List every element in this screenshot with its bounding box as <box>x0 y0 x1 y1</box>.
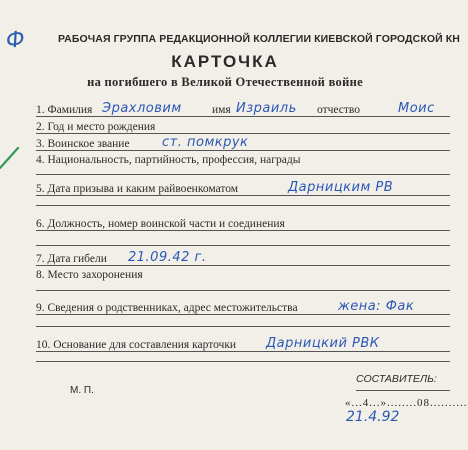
fill-line <box>36 150 450 151</box>
organization-header: РАБОЧАЯ ГРУППА РЕДАКЦИОННОЙ КОЛЛЕГИИ КИЕВСКОЙ ГОРОДСКОЙ КН <box>58 33 460 45</box>
field-nationality <box>36 152 450 168</box>
blank-line <box>36 361 450 362</box>
field-military-rank <box>36 136 450 152</box>
patronymic-value: Моис <box>398 101 435 116</box>
blank-line <box>36 326 450 327</box>
field-death-date <box>36 251 450 267</box>
fill-line <box>36 314 450 315</box>
fill-line <box>36 116 450 117</box>
field-label: 7. Дата гибели <box>36 253 107 265</box>
field-label: 1. Фамилия <box>36 104 93 116</box>
field-label: 9. Сведения о родственниках, адрес местожительства <box>36 302 298 314</box>
field-position-unit <box>36 216 450 232</box>
field-burial-place <box>36 267 450 283</box>
compiler-label: СОСТАВИТЕЛЬ: <box>356 373 437 385</box>
fill-line <box>36 351 450 352</box>
blank-line <box>36 245 450 246</box>
relatives-value: жена: Фак <box>338 299 415 314</box>
fill-line <box>36 265 450 266</box>
conscription-value: Дарницким РВ <box>288 180 394 195</box>
field-birth <box>36 119 450 135</box>
printed-date: «...4...»........08.......... <box>345 397 468 409</box>
field-label: 2. Год и место рождения <box>36 121 156 133</box>
death-date-value: 21.09.42 г. <box>128 250 207 265</box>
stamp-place-label: М. П. <box>70 385 94 396</box>
corner-handwritten-mark: Ф <box>4 26 27 55</box>
first-name-value: Израиль <box>236 101 297 116</box>
fill-line <box>36 133 450 134</box>
field-label: 10. Основание для составления карточки <box>36 339 237 351</box>
field-full-name <box>36 102 450 118</box>
rank-value: ст. помкрук <box>162 135 249 150</box>
first-name-label: имя <box>212 104 231 116</box>
field-relatives <box>36 300 450 316</box>
card-title: КАРТОЧКА <box>171 52 279 71</box>
fill-line <box>36 230 450 231</box>
card-subtitle: на погибшего в Великой Отечественной войне <box>87 75 363 89</box>
surname-value: Эрахловим <box>102 101 182 116</box>
blank-line <box>36 290 450 291</box>
field-label: 3. Воинское звание <box>36 138 130 150</box>
field-label: 4. Национальность, партийность, профессия, награды <box>36 154 301 166</box>
field-conscription <box>36 181 450 197</box>
basis-value: Дарницкий РВК <box>266 336 380 351</box>
field-label: 8. Место захоронения <box>36 269 143 281</box>
field-basis <box>36 337 450 353</box>
fill-line <box>36 195 450 196</box>
field-label: 5. Дата призыва и каким райвоенкоматом <box>36 183 239 195</box>
blank-line <box>36 205 450 206</box>
compiler-line <box>356 390 450 391</box>
blank-line <box>36 174 450 175</box>
handwritten-date: 21.4.92 <box>346 409 400 425</box>
field-label: 6. Должность, номер воинской части и соединения <box>36 218 285 230</box>
patronymic-label: отчество <box>317 104 361 116</box>
